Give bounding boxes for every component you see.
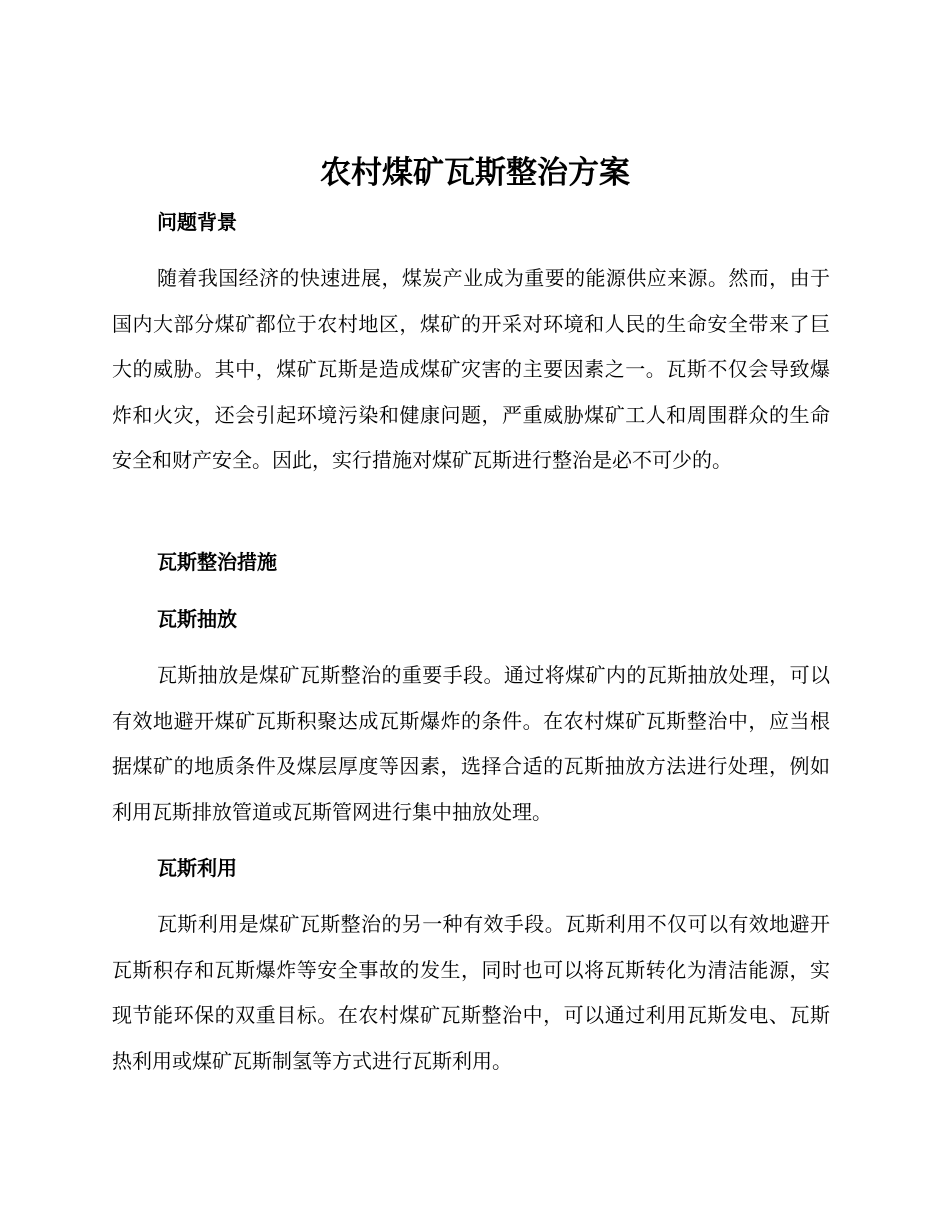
section-heading-measures: 瓦斯整治措施 <box>157 550 277 574</box>
paragraph-background: 随着我国经济的快速进展，煤炭产业成为重要的能源供应来源。然而，由于国内大部分煤矿都位于农村地区，煤矿的开采对环境和人民的生命安全带来了巨大的威胁。其中，煤矿瓦斯是造成煤矿灾害的主要因素之一。瓦斯不仅会导致爆炸和火灾，还会引起环境污染和健康问题，严重威胁煤矿工人和周围群众的生命安全和财产安全。因此，实行措施对煤矿瓦斯进行整治是必不可少的。 <box>112 266 830 472</box>
document-title: 农村煤矿瓦斯整治方案 <box>320 155 630 191</box>
section-heading-background: 问题背景 <box>157 210 237 234</box>
paragraph-gas-utilization: 瓦斯利用是煤矿瓦斯整治的另一种有效手段。瓦斯利用不仅可以有效地避开瓦斯积存和瓦斯爆炸等安全事故的发生，同时也可以将瓦斯转化为清洁能源，实现节能环保的双重目标。在农村煤矿瓦斯整治中，可以通过利用瓦斯发电、瓦斯热利用或煤矿瓦斯制氢等方式进行瓦斯利用。 <box>112 912 830 1073</box>
section-heading-gas-utilization: 瓦斯利用 <box>157 856 237 880</box>
section-heading-gas-drainage: 瓦斯抽放 <box>157 607 237 631</box>
paragraph-gas-drainage: 瓦斯抽放是煤矿瓦斯整治的重要手段。通过将煤矿内的瓦斯抽放处理，可以有效地避开煤矿瓦斯积聚达成瓦斯爆炸的条件。在农村煤矿瓦斯整治中，应当根据煤矿的地质条件及煤层厚度等因素，选择合适的瓦斯抽放方法进行处理，例如利用瓦斯排放管道或瓦斯管网进行集中抽放处理。 <box>112 663 830 824</box>
